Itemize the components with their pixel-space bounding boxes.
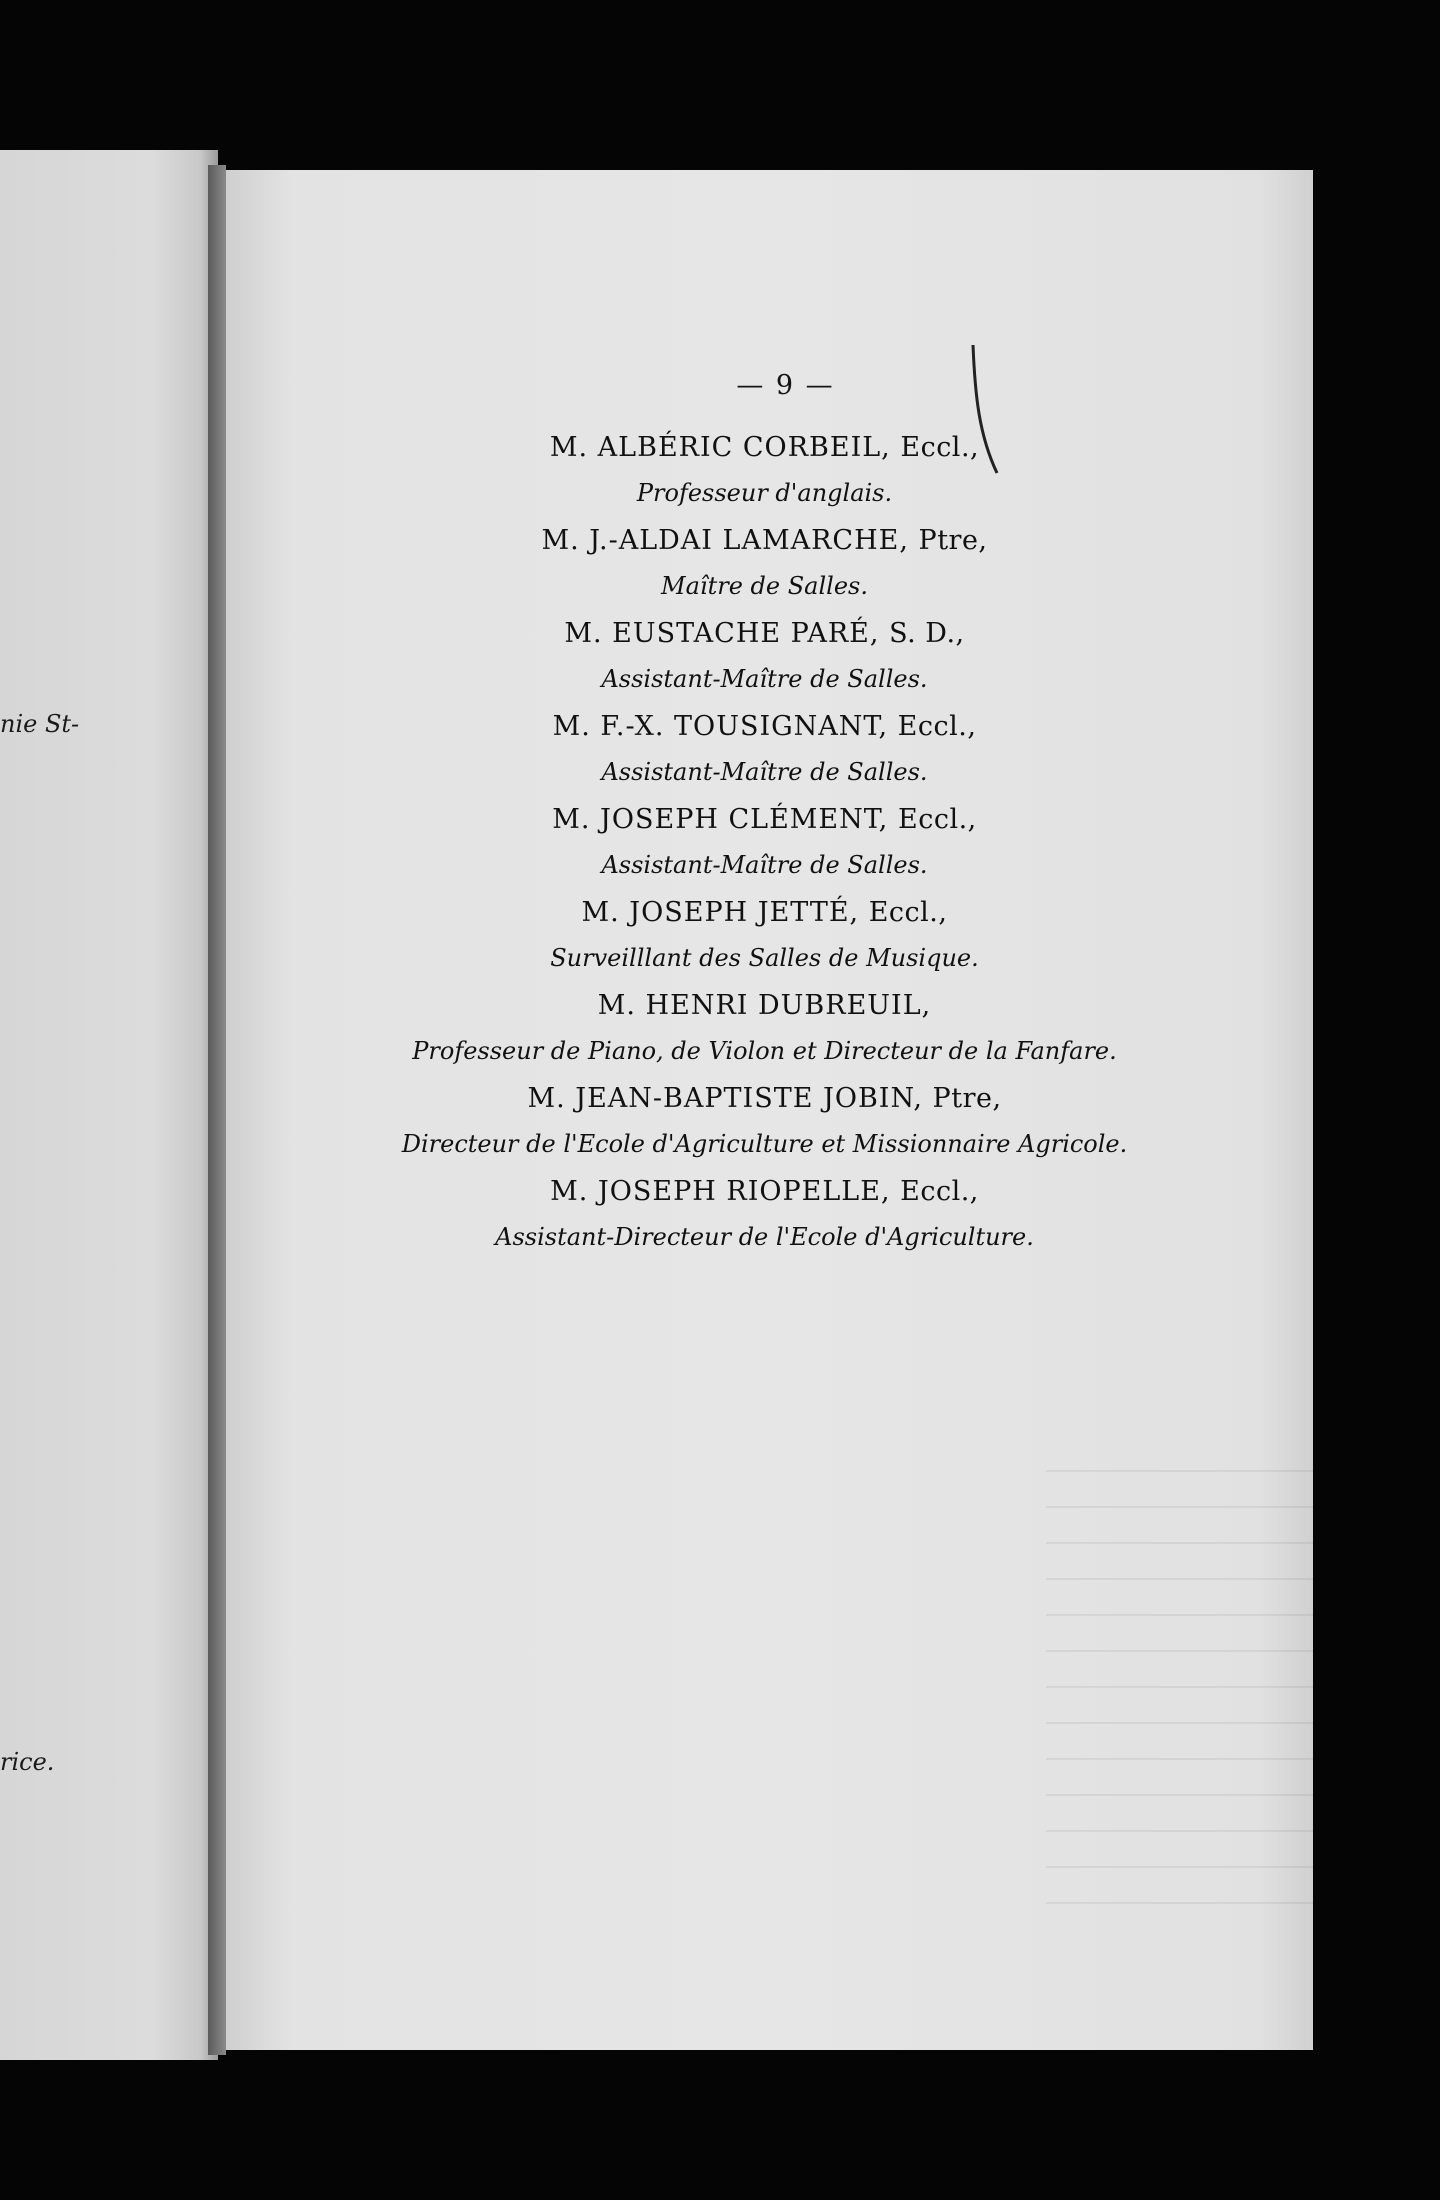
- staff-name: M. JOSEPH CLÉMENT,: [552, 804, 889, 835]
- staff-title-suffix: S. D.,: [889, 618, 965, 649]
- staff-title-suffix: Eccl.,: [898, 804, 977, 835]
- staff-role: Assistant-Maître de Salles.: [601, 665, 928, 693]
- book-gutter: [208, 165, 226, 2055]
- staff-entry: [286, 704, 1243, 797]
- staff-name: M. JOSEPH RIOPELLE,: [550, 1176, 891, 1207]
- staff-entry: [286, 890, 1243, 983]
- staff-title-suffix: Ptre,: [918, 525, 988, 556]
- staff-name: M. JOSEPH JETTÉ,: [581, 897, 860, 928]
- staff-name: M. JEAN-BAPTISTE JOBIN,: [527, 1083, 923, 1114]
- staff-role: Directeur de l'Ecole d'Agriculture et Missionnaire Agricole.: [401, 1130, 1128, 1158]
- staff-role: Maître de Salles.: [661, 572, 868, 600]
- staff-name: M. ALBÉRIC CORBEIL,: [549, 432, 891, 463]
- staff-name: M. EUSTACHE PARÉ,: [564, 618, 880, 649]
- staff-role: Assistant-Maître de Salles.: [601, 851, 928, 879]
- staff-entry: [286, 425, 1243, 518]
- left-page-text-fragment: rice.: [0, 1748, 55, 1776]
- staff-name-line: [286, 425, 1243, 471]
- staff-name-line: [286, 797, 1243, 843]
- staff-role: Surveilllant des Salles de Musique.: [550, 944, 979, 972]
- staff-name: M. J.-ALDAI LAMARCHE,: [541, 525, 909, 556]
- right-page: [226, 170, 1313, 2050]
- staff-role: Professeur de Piano, de Violon et Directeur de la Fanfare.: [412, 1037, 1117, 1065]
- staff-entry: [286, 1076, 1243, 1169]
- staff-name-line: [286, 1076, 1243, 1122]
- staff-role: Assistant-Maître de Salles.: [601, 758, 928, 786]
- page-number: — 9 —: [736, 370, 835, 401]
- staff-name-line: [286, 704, 1243, 750]
- staff-name-line: [286, 611, 1243, 657]
- staff-name-line: [286, 518, 1243, 564]
- staff-name-line: [286, 983, 1243, 1029]
- staff-entry: [286, 797, 1243, 890]
- bleed-through-texture: [1046, 1470, 1346, 1930]
- staff-entry: [286, 1169, 1243, 1262]
- staff-title-suffix: Ptre,: [932, 1083, 1002, 1114]
- staff-role: Professeur d'anglais.: [636, 479, 893, 507]
- staff-title-suffix: Eccl.,: [900, 1176, 979, 1207]
- staff-name: M. F.-X. TOUSIGNANT,: [552, 711, 889, 742]
- staff-name: M. HENRI DUBREUIL,: [597, 990, 932, 1021]
- staff-entry: [286, 611, 1243, 704]
- staff-name-line: [286, 890, 1243, 936]
- staff-name-line: [286, 1169, 1243, 1215]
- staff-entry: [286, 983, 1243, 1076]
- left-page: [0, 150, 218, 2060]
- staff-role: Assistant-Directeur de l'Ecole d'Agriculture.: [495, 1223, 1034, 1251]
- staff-entry: [286, 518, 1243, 611]
- staff-title-suffix: Eccl.,: [900, 432, 980, 463]
- staff-list: [286, 425, 1243, 1262]
- left-page-text-fragment: nie St-: [0, 710, 80, 738]
- staff-title-suffix: Eccl.,: [868, 897, 948, 928]
- staff-title-suffix: Eccl.,: [897, 711, 977, 742]
